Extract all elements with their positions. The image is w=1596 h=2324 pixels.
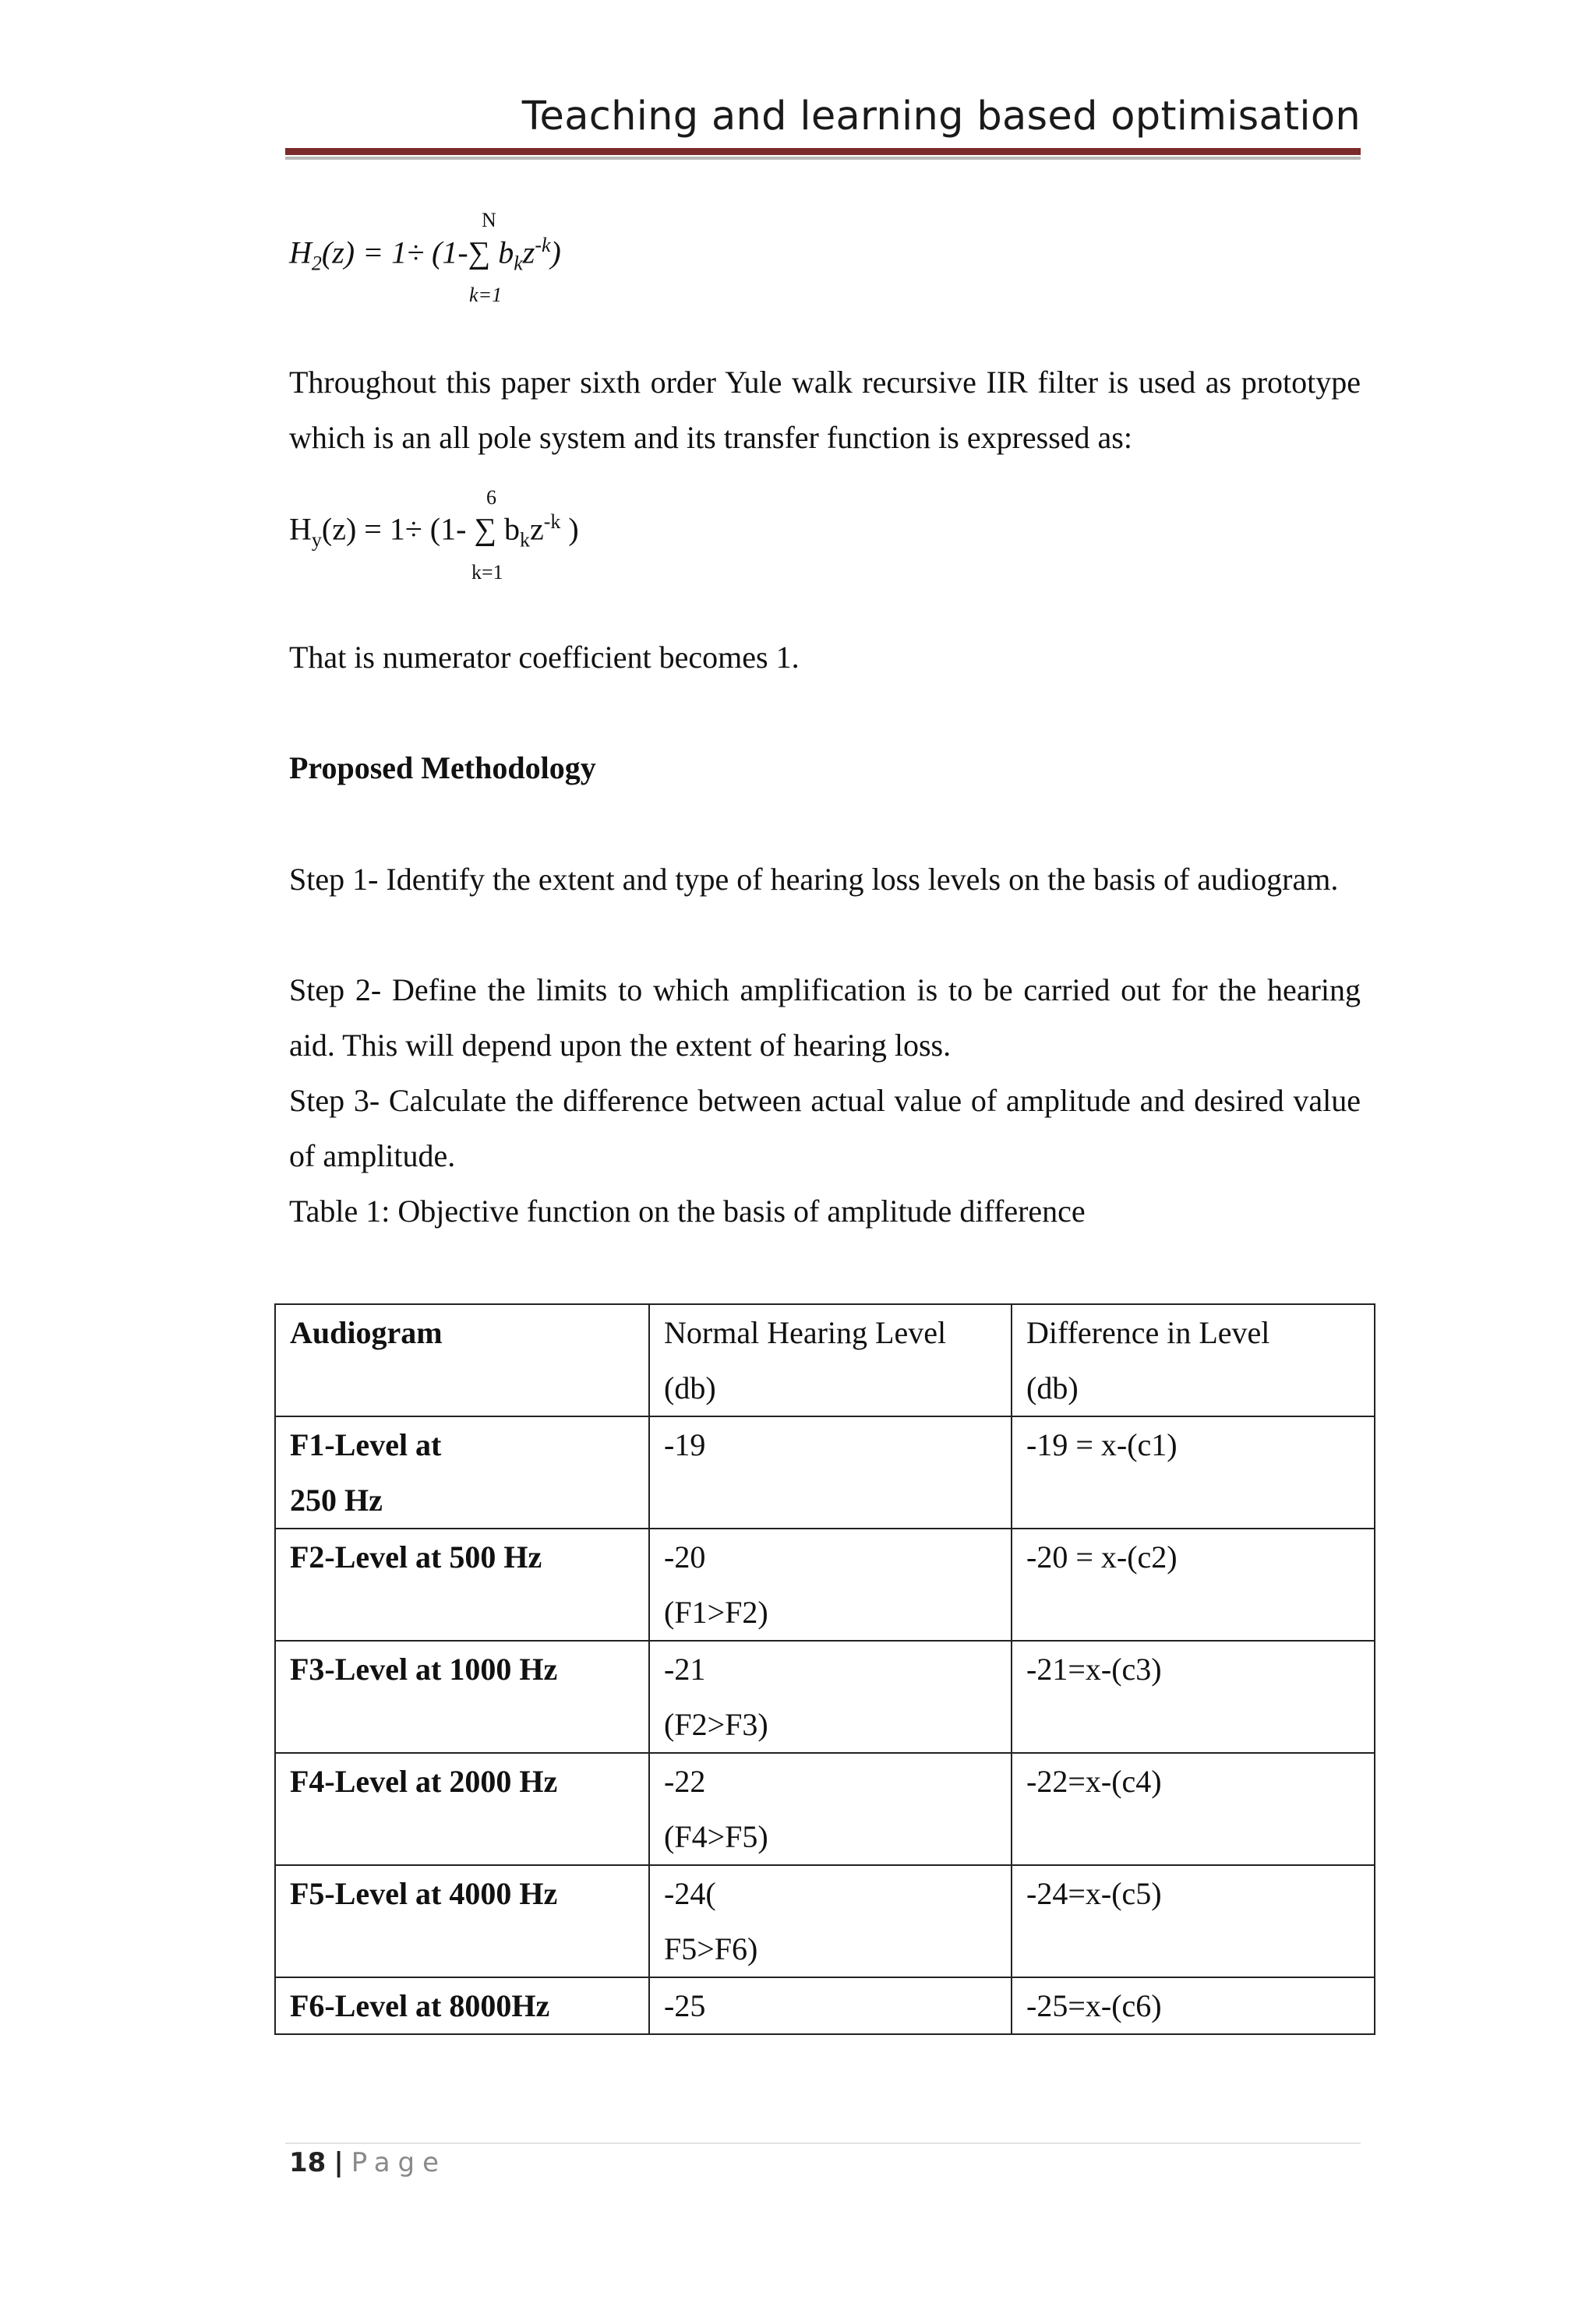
eq2-sum-lower-limit: k=1 (471, 561, 503, 584)
step-2: Step 2- Define the limits to which amplification is to be carried out for the hearing aid. This will depend upon the extent of hearing loss. (289, 972, 1361, 1063)
row-normal-level-value: -19 (664, 1427, 706, 1462)
eq2-sum-upper-limit: 6 (486, 486, 496, 509)
row-difference: -20 = x-(c2) (1012, 1529, 1375, 1641)
footer-rule (285, 2142, 1361, 2144)
table-header-row (275, 1304, 1375, 1416)
row-frequency-line1: F5-Level at 4000 Hz (290, 1876, 558, 1911)
eq2-coef-sub: k (519, 528, 530, 552)
header-normal-level-line1: Normal Hearing Level (664, 1315, 947, 1350)
paragraph-numerator: That is numerator coefficient becomes 1. (289, 640, 800, 675)
row-normal-level (649, 1977, 1012, 2034)
footer-separator: | (334, 2147, 344, 2178)
row-frequency-line1: F1-Level at (290, 1427, 442, 1462)
header-normal-level-line2: (db) (664, 1370, 716, 1405)
row-normal-level-value: -20 (664, 1539, 706, 1575)
table-row (275, 1416, 1375, 1529)
row-frequency (275, 1753, 649, 1865)
header-rule (285, 148, 1361, 155)
eq1-coef-sub: k (514, 252, 523, 275)
header-difference-line2: (db) (1026, 1370, 1079, 1405)
table-row (275, 1529, 1375, 1641)
eq1-mid: (z) = 1÷ (1-∑ b (321, 235, 514, 270)
row-normal-level-value: -25 (664, 1988, 706, 2023)
paragraph-intro: Throughout this paper sixth order Yule walk recursive IIR filter is used as prototype which is an all pole system and its transfer function is expressed as: (289, 365, 1361, 455)
row-difference: -21=x-(c3) (1012, 1641, 1375, 1753)
row-frequency-line1: F3-Level at 1000 Hz (290, 1652, 558, 1687)
eq2-lhs-sub: y (311, 528, 322, 552)
header-difference (1012, 1304, 1375, 1416)
row-normal-level (649, 1865, 1012, 1977)
row-normal-level (649, 1753, 1012, 1865)
eq2-lhs: H (289, 511, 312, 547)
eq2-body (289, 510, 579, 552)
row-difference: -22=x-(c4) (1012, 1753, 1375, 1865)
row-difference: -24=x-(c5) (1012, 1865, 1375, 1977)
table-row (275, 1977, 1375, 2034)
header-normal-level (649, 1304, 1012, 1416)
header-rule-shadow (285, 157, 1361, 160)
row-normal-level (649, 1529, 1012, 1641)
row-frequency-line1: F4-Level at 2000 Hz (290, 1764, 558, 1799)
row-frequency (275, 1416, 649, 1529)
eq2-z: z (529, 511, 544, 547)
row-frequency (275, 1977, 649, 2034)
row-normal-level-note: (F1>F2) (664, 1595, 768, 1630)
eq1-sum-lower-limit: k=1 (469, 284, 503, 306)
header-audiogram: Audiogram (275, 1304, 649, 1416)
row-difference: -25=x-(c6) (1012, 1977, 1375, 2034)
eq1-lhs: H (289, 235, 312, 270)
table-row (275, 1865, 1375, 1977)
row-frequency-line2: 250 Hz (290, 1483, 383, 1518)
eq2-mid: (z) = 1÷ (1- ∑ b (321, 511, 520, 547)
table-row (275, 1641, 1375, 1753)
table-caption: Table 1: Objective function on the basis of amplitude difference (289, 1194, 1086, 1229)
page-footer (289, 2147, 447, 2178)
page-number: 18 (289, 2147, 327, 2178)
header-difference-line1: Difference in Level (1026, 1315, 1270, 1350)
header-title: Teaching and learning based optimisation (521, 93, 1361, 139)
row-normal-level-value: -21 (664, 1652, 706, 1687)
row-normal-level-note: F5>F6) (664, 1931, 758, 1966)
eq1-lhs-sub: 2 (311, 252, 322, 275)
eq1-exp: -k (535, 234, 551, 256)
eq1-close: ) (550, 235, 561, 270)
row-normal-level-note: (F4>F5) (664, 1819, 768, 1854)
step-3: Step 3- Calculate the difference between actual value of amplitude and desired value of amplitude. (289, 1083, 1361, 1173)
row-normal-level-value: -22 (664, 1764, 706, 1799)
row-frequency (275, 1529, 649, 1641)
row-normal-level-note: (F2>F3) (664, 1707, 768, 1742)
section-heading: Proposed Methodology (289, 750, 596, 785)
row-frequency-line1: F2-Level at 500 Hz (290, 1539, 542, 1575)
table-row (275, 1753, 1375, 1865)
eq1-body (289, 234, 561, 275)
eq2-exp: -k (543, 510, 561, 533)
row-normal-level (649, 1416, 1012, 1529)
page-label: Page (351, 2147, 447, 2178)
row-frequency-line1: F6-Level at 8000Hz (290, 1988, 550, 2023)
amplitude-difference-table (274, 1303, 1375, 2035)
eq2-close: ) (560, 511, 579, 547)
row-frequency (275, 1641, 649, 1753)
step-1: Step 1- Identify the extent and type of hearing loss levels on the basis of audiogram. (289, 862, 1339, 897)
row-frequency (275, 1865, 649, 1977)
row-normal-level (649, 1641, 1012, 1753)
row-normal-level-value: -24( (664, 1876, 716, 1911)
row-difference: -19 = x-(c1) (1012, 1416, 1375, 1529)
eq1-sum-upper-limit: N (482, 209, 496, 231)
eq1-z: z (522, 235, 535, 270)
